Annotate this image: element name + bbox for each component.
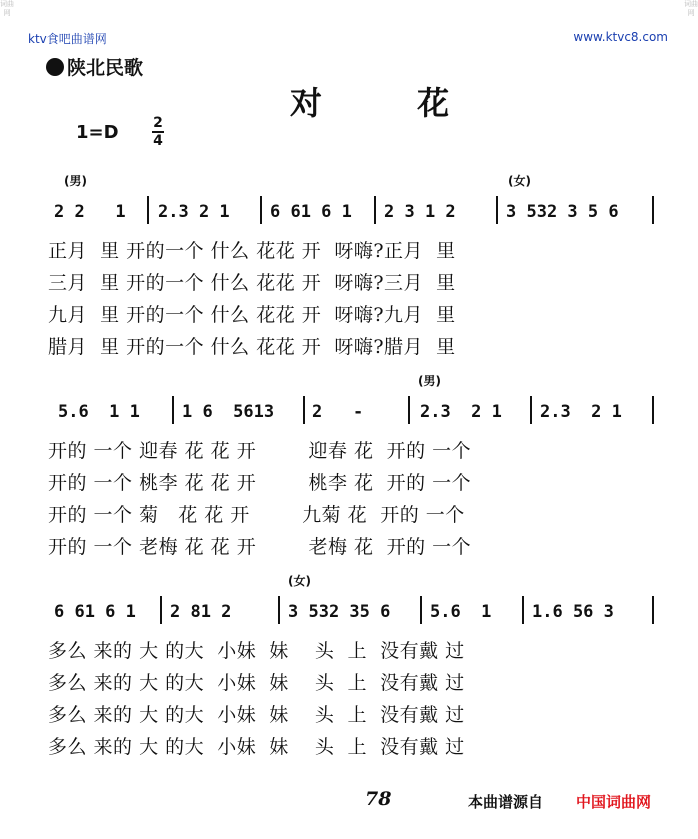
barline	[530, 396, 532, 424]
measure-2: 2.3 2 1	[158, 202, 230, 222]
barline	[652, 396, 654, 424]
measure-3: 3 532 35 6	[288, 602, 391, 622]
barline	[652, 196, 654, 224]
lyric-verse-2: 多么 来的 大 的大 小妹 妹 头 上 没有戴 过	[48, 672, 465, 694]
page-number: 78	[365, 788, 392, 810]
barline	[522, 596, 524, 624]
lyric-verse-2: 开的 一个 桃李 花 花 开 桃李 花 开的 一个	[48, 472, 472, 494]
score-system-2	[48, 372, 658, 567]
lyric-verse-4: 开的 一个 老梅 花 花 开 老梅 花 开的 一个	[48, 536, 472, 558]
barline	[408, 396, 410, 424]
side-watermark-text: 词曲网	[0, 0, 14, 17]
genre-text: 陕北民歌	[67, 57, 144, 79]
lyric-verse-4: 多么 来的 大 的大 小妹 妹 头 上 没有戴 过	[48, 736, 465, 758]
left-watermark-strip	[0, 0, 14, 839]
measure-5: 1.6 56 3	[532, 602, 614, 622]
barline	[172, 396, 174, 424]
key-signature: 1=D	[76, 122, 119, 143]
voice-label-male: (男)	[64, 174, 87, 188]
barline	[652, 596, 654, 624]
lyric-verse-1: 多么 来的 大 的大 小妹 妹 头 上 没有戴 过	[48, 640, 465, 662]
measure-3: 6 61 6 1	[270, 202, 352, 222]
score-system-3	[48, 572, 658, 767]
barline	[374, 196, 376, 224]
measure-5: 3 532 3 5 6	[506, 202, 619, 222]
meter-bottom: 4	[153, 133, 163, 149]
barline	[496, 196, 498, 224]
source-site-link[interactable]: 中国词曲网	[576, 793, 652, 811]
lyric-verse-2: 三月 里 开的一个 什么 花花 开 呀嗨?三月 里	[48, 272, 456, 294]
measure-1: 5.6 1 1	[58, 402, 140, 422]
barline	[278, 596, 280, 624]
measure-5: 2.3 2 1	[540, 402, 622, 422]
genre-label	[46, 53, 143, 80]
site-name-left: ktv食吧曲谱网	[28, 32, 107, 46]
notation-line	[48, 394, 658, 428]
measure-1: 6 61 6 1	[54, 602, 136, 622]
lyric-verse-4: 腊月 里 开的一个 什么 花花 开 呀嗨?腊月 里	[48, 336, 456, 358]
score-system-1	[48, 172, 658, 367]
lyric-verse-3: 多么 来的 大 的大 小妹 妹 头 上 没有戴 过	[48, 704, 465, 726]
lyric-verse-3: 九月 里 开的一个 什么 花花 开 呀嗨?九月 里	[48, 304, 456, 326]
lyric-verse-1: 开的 一个 迎春 花 花 开 迎春 花 开的 一个	[48, 440, 472, 462]
measure-4: 5.6 1	[430, 602, 492, 622]
measure-4: 2.3 2 1	[420, 402, 502, 422]
voice-label-female: (女)	[288, 574, 311, 588]
measure-2: 2 81 2	[170, 602, 232, 622]
notation-line	[48, 594, 658, 628]
measure-3: 2 -	[312, 402, 364, 422]
barline	[420, 596, 422, 624]
song-title: 对 花	[290, 84, 492, 122]
notation-line	[48, 194, 658, 228]
measure-1: 2 2 1	[54, 202, 126, 222]
barline	[160, 596, 162, 624]
voice-label-female: (女)	[508, 174, 531, 188]
lyric-verse-1: 正月 里 开的一个 什么 花花 开 呀嗨?正月 里	[48, 240, 456, 262]
meter-top: 2	[153, 115, 163, 131]
lyric-verse-3: 开的 一个 菊 花 花 开 九菊 花 开的 一个	[48, 504, 465, 526]
right-watermark-strip	[684, 0, 698, 839]
barline	[147, 196, 149, 224]
bullet-icon	[46, 58, 64, 76]
voice-label-male: (男)	[418, 374, 441, 388]
source-label: 本曲谱源自	[468, 793, 544, 811]
measure-4: 2 3 1 2	[384, 202, 456, 222]
site-url-right: www.ktvc8.com	[573, 30, 668, 44]
side-watermark-text: 词曲网	[684, 0, 698, 17]
barline	[260, 196, 262, 224]
barline	[303, 396, 305, 424]
measure-2: 1 6 5613	[182, 402, 275, 422]
time-signature	[152, 116, 164, 148]
